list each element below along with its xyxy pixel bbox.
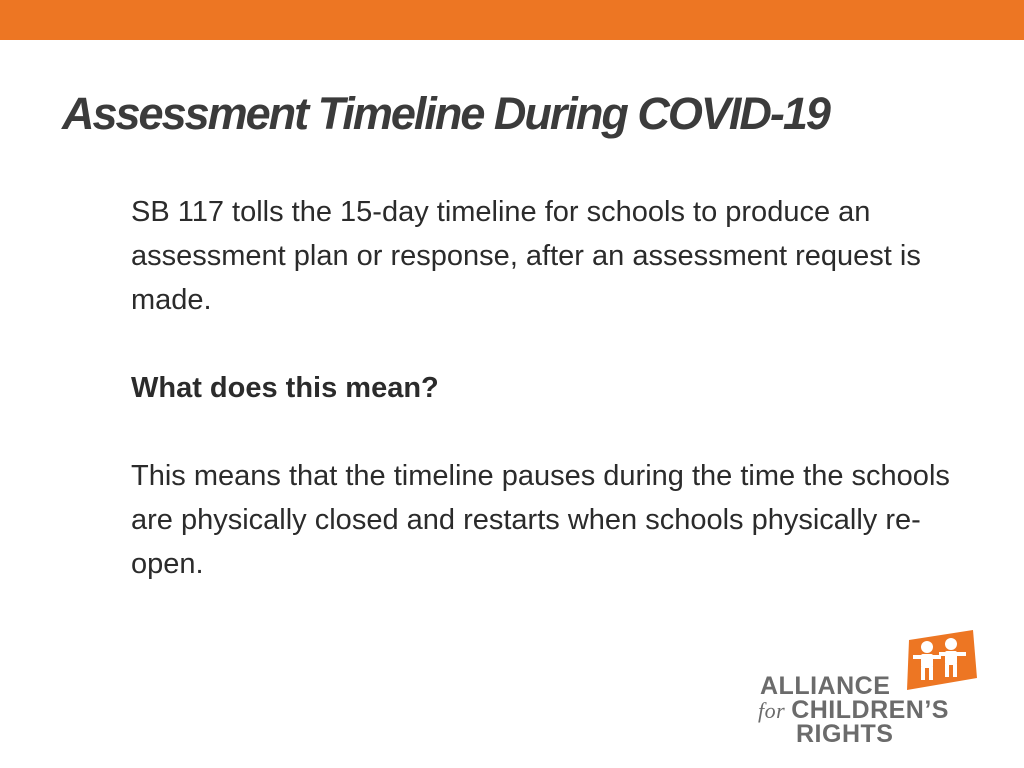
logo-childrens: CHILDREN’S [791,696,949,724]
slide-body [131,190,961,586]
paragraph-meaning: This means that the timeline pauses during the time the schools are physically closed and restarts when schools physically re-open. [131,460,950,580]
logo-for: for [758,698,786,723]
logo-line-rights: RIGHTS [796,720,894,748]
top-accent-bar [0,0,1024,40]
spacer [131,410,961,454]
children-figures-icon [903,630,977,692]
logo-line-alliance: ALLIANCE [760,672,891,700]
spacer [131,322,961,366]
slide-title: Assessment Timeline During COVID-19 [62,88,829,139]
question-heading: What does this mean? [131,372,439,404]
alliance-logo [758,630,978,748]
paragraph-sb117: SB 117 tolls the 15-day timeline for schools to produce an assessment plan or response, after an assessment request is made. [131,196,921,316]
